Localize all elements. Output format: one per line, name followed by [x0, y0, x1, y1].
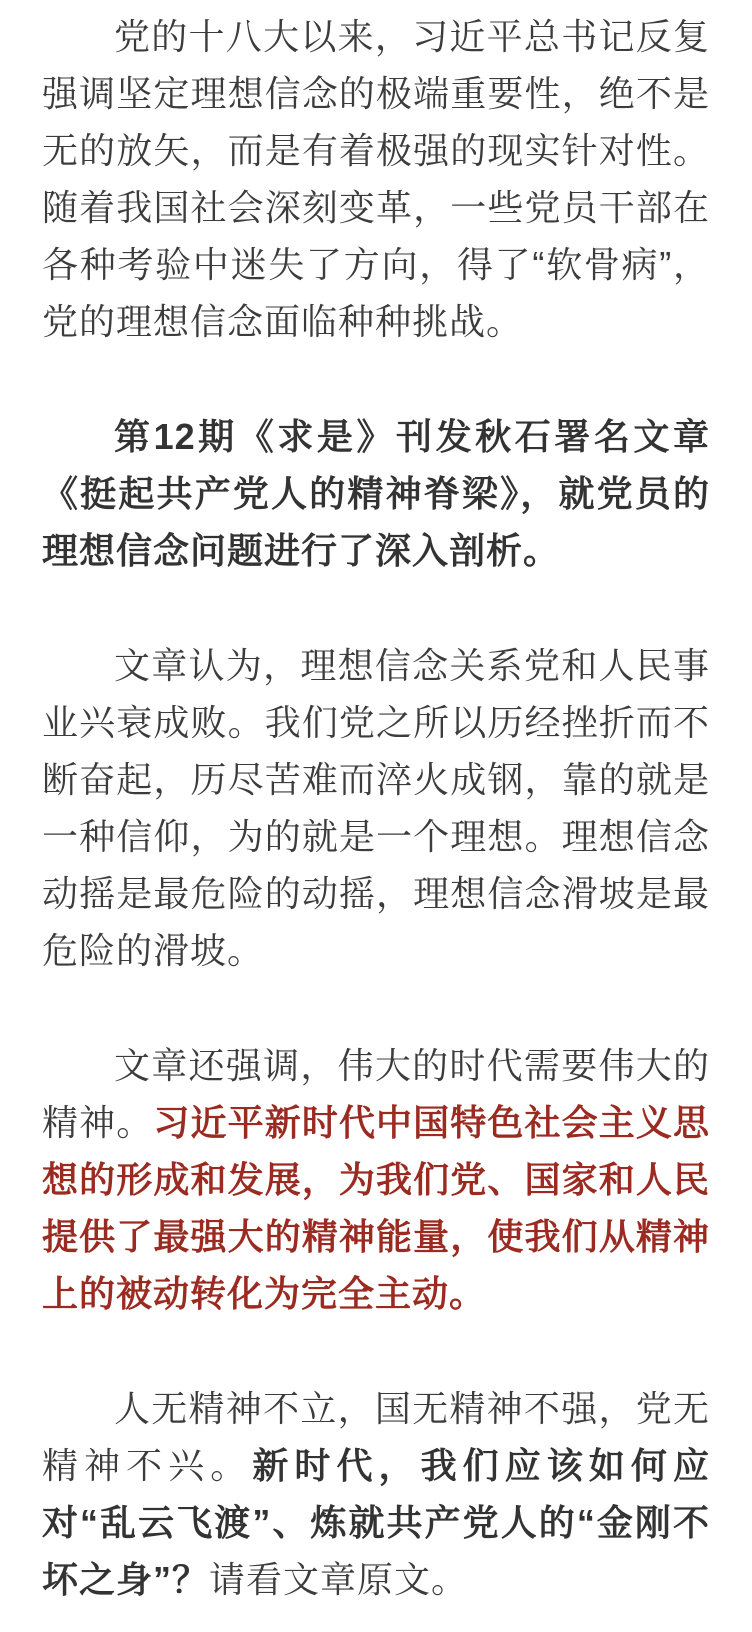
text-segment: 党的十八大以来，习近平总书记反复强调坚定理想信念的极端重要性，绝不是无的放矢，而是有着极强的现实针对性。随着我国社会深刻变革，一些党员干部在各种考验中迷失了方向，得了“软骨病”，党的理想信念面临种种挑战。: [42, 16, 710, 342]
text-segment-bold: 第12期《求是》刊发秋石署名文章《挺起共产党人的精神脊梁》，就党员的理想信念问题进行了深入剖析。: [42, 416, 710, 571]
text-segment: 文章还强调，伟大的时代需要伟大的精神。: [42, 1045, 710, 1143]
text-segment: 请看文章原文。: [209, 1559, 469, 1600]
paragraph-3: [42, 637, 710, 979]
text-segment: 文章认为，理想信念关系党和人民事业兴衰成败。我们党之所以历经挫折而不断奋起，历尽苦难而淬火成钢，靠的就是一种信仰，为的就是一个理想。理想信念动摇是最危险的动摇，理想信念滑坡是最危险的滑坡。: [42, 645, 710, 971]
text-segment: 人无精神不立，国无精神不强，党无精神不兴。: [42, 1388, 710, 1486]
paragraph-5: [42, 1380, 710, 1608]
paragraph-2: [42, 408, 710, 579]
paragraph-1: [42, 8, 710, 350]
text-segment-red-emphasis: 习近平新时代中国特色社会主义思想的形成和发展，为我们党、国家和人民提供了最强大的精神能量，使我们从精神上的被动转化为完全主动。: [42, 1102, 710, 1314]
text-segment-bold: 新时代，我们应该如何应对“乱云飞渡”、炼就共产党人的“金刚不坏之身”？: [42, 1445, 710, 1600]
paragraph-4: [42, 1037, 710, 1322]
